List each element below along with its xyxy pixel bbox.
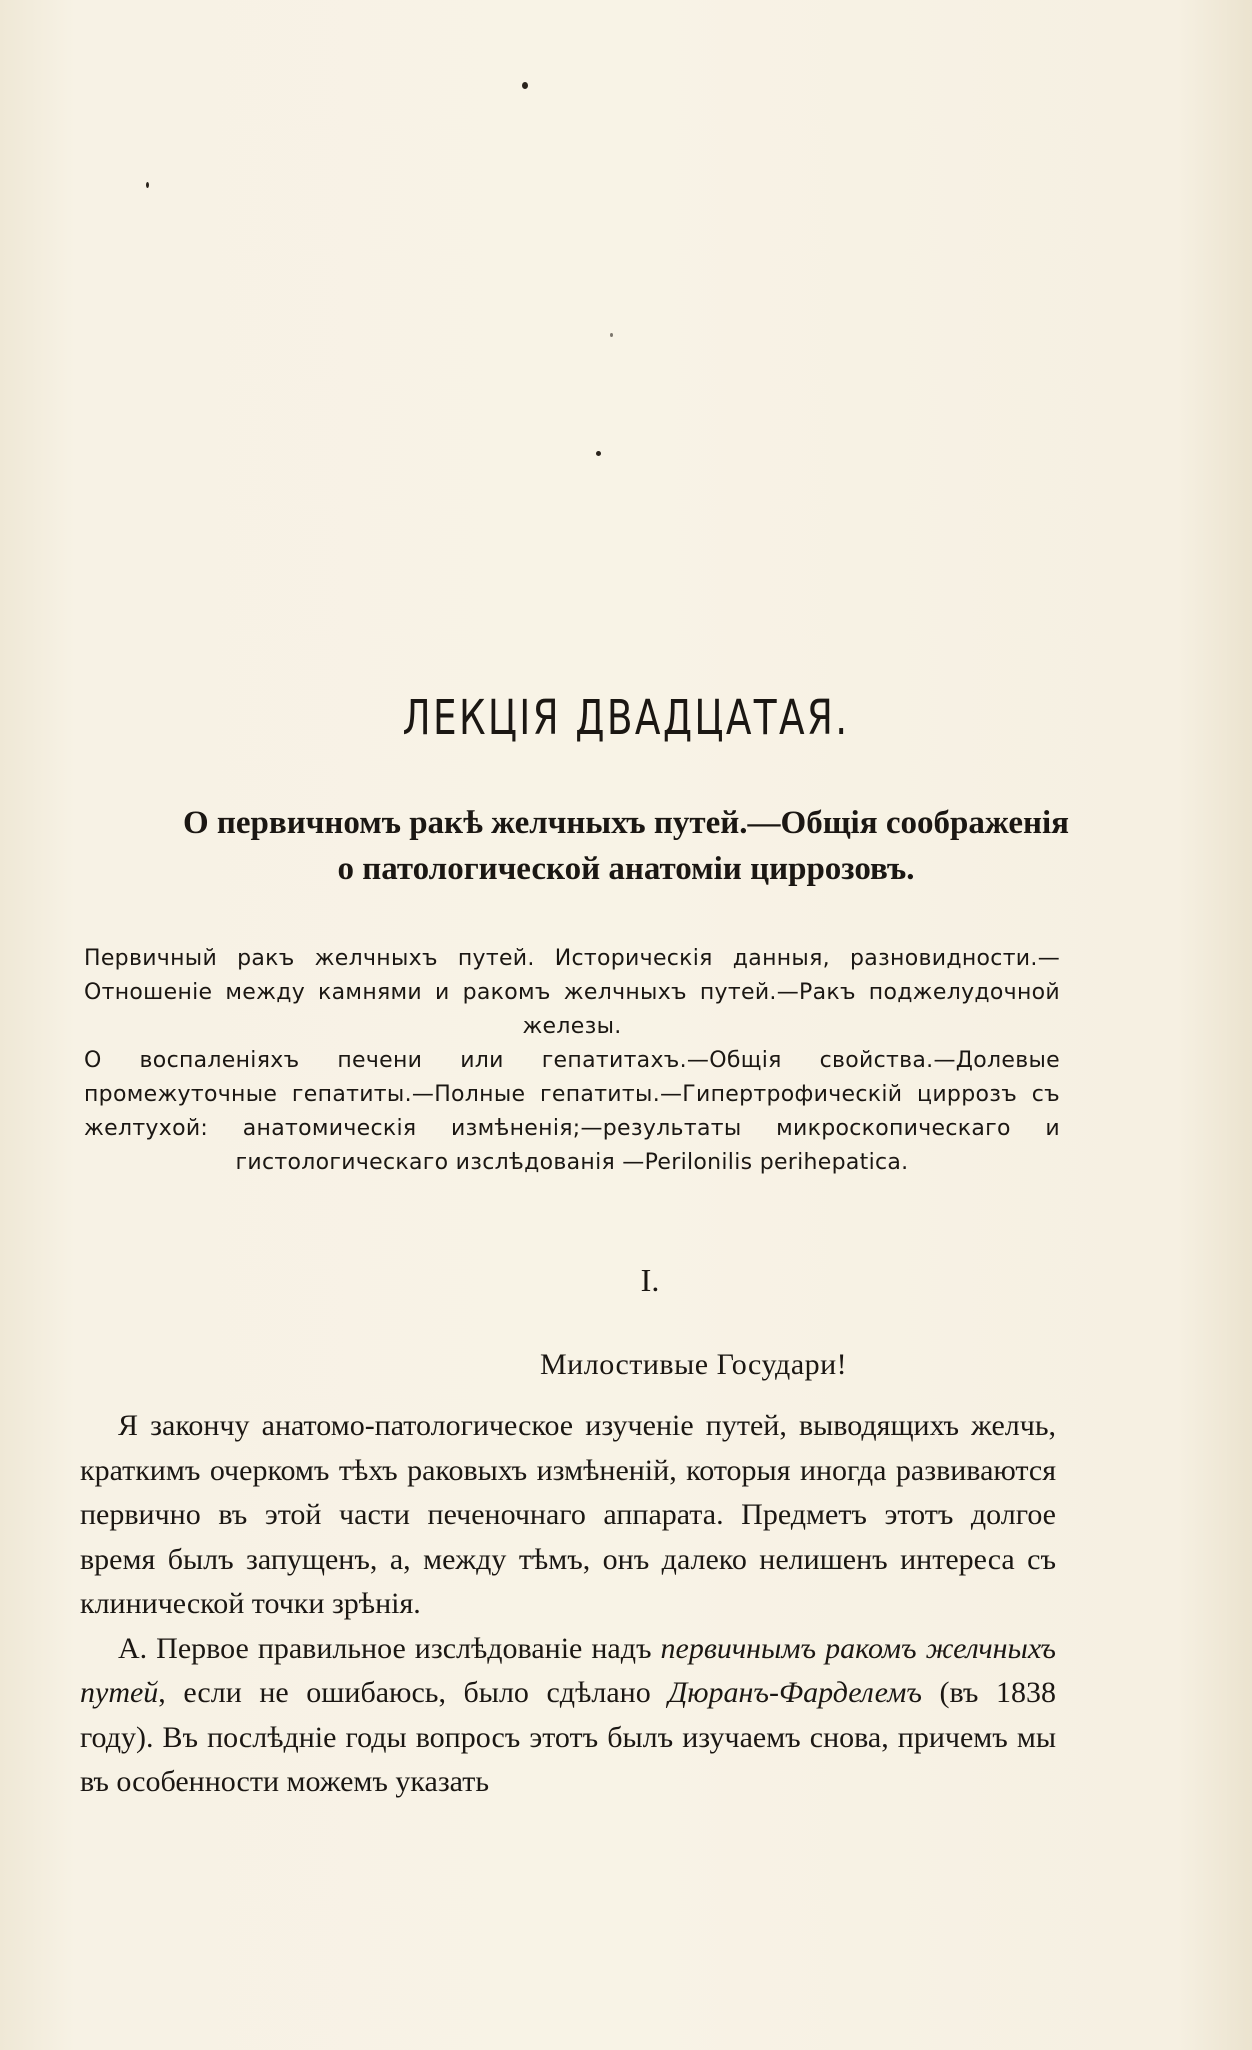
section-number: I. (640, 1262, 660, 1298)
body-paragraph-2-part-2: , если не ошибаюсь, было сдѣлано (158, 1676, 669, 1709)
ink-speck (596, 451, 601, 456)
body-paragraph-2-italic-term: первичнымъ ракомъ желчныхъ путей (80, 1631, 1056, 1709)
body-paragraph-2 (80, 1627, 1056, 1805)
body-paragraph-2-part-1: А. Первое правильное изслѣдованіе надъ (118, 1631, 661, 1665)
lecture-summary (84, 942, 1060, 1180)
summary-paragraph-2: О воспаленіяхъ печени или гепатитахъ.—Общія свойства.—Долевые промежуточные гепатиты.—Полные гепатиты.—Гипертрофическій циррозъ съ желтухой: анатомическія измѣненія;—результаты микроскопическаго и гистологическаго изслѣдованія —Perilonilis perihepatica. (84, 1048, 1060, 1175)
ink-speck (610, 333, 613, 337)
body-paragraph-2-italic-author: Дюранъ-Фарделемъ (668, 1676, 922, 1709)
salutation: Милостивые Государи! (540, 1348, 848, 1381)
subtitle-line-1: О первичномъ ракѣ желчныхъ путей.—Общія соображенія (182, 805, 1070, 841)
body-text (80, 1404, 1056, 1805)
lecture-title: ЛЕКЦІЯ ДВАДЦАТАЯ. (402, 690, 850, 746)
body-paragraph-2-part-3: (въ 1838 году). Въ послѣдніе годы вопросъ этотъ былъ изучаемъ снова, причемъ мы въ особенности можемъ указать (80, 1676, 1056, 1798)
body-paragraph-1: Я закончу анатомо-патологическое изученіе путей, выводящихъ желчь, краткимъ очеркомъ тѣхъ раковыхъ измѣненій, которыя иногда развиваются первично въ этой части печеночнаго аппарата. Предметъ этотъ долгое время былъ запущенъ, а, между тѣмъ, онъ далеко нелишенъ интереса съ клинической точки зрѣнія. (80, 1409, 1056, 1620)
ink-speck (522, 82, 528, 89)
lecture-subtitle (80, 800, 1172, 892)
ink-speck (146, 182, 149, 188)
subtitle-line-2: о патологической анатоміи циррозовъ. (337, 851, 915, 887)
summary-paragraph-1: Первичный ракъ желчныхъ путей. Историческія данныя, разновидности.—Отношеніе между камнями и ракомъ желчныхъ путей.—Ракъ поджелудочной железы. (84, 946, 1060, 1039)
